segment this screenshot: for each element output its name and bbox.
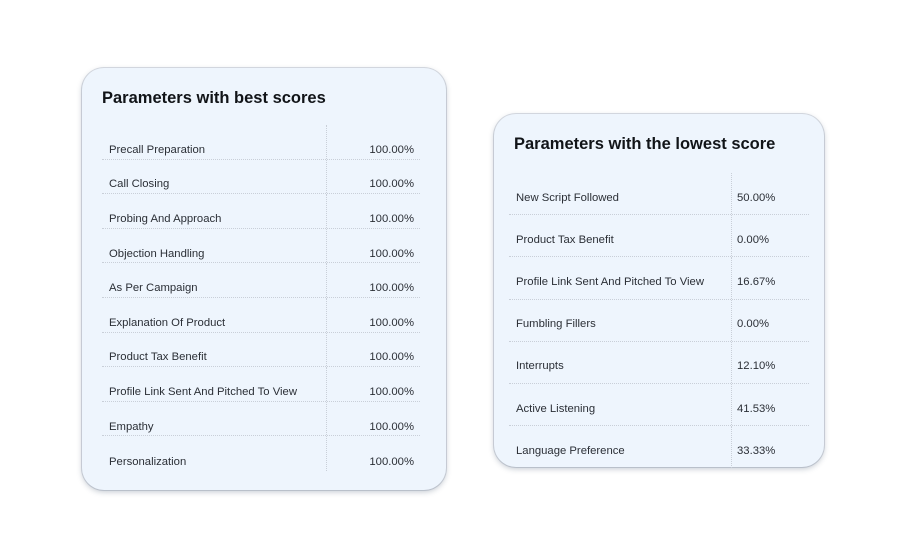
- lowest-scores-table: [509, 173, 809, 468]
- table-row: [509, 384, 809, 426]
- table-row: [102, 298, 420, 333]
- parameter-name: Personalization: [102, 436, 327, 471]
- parameter-score: 100.00%: [369, 455, 414, 468]
- lowest-scores-card: [494, 114, 824, 467]
- parameter-score: 100.00%: [369, 316, 414, 329]
- parameter-score: 12.10%: [737, 360, 776, 373]
- table-row: [102, 402, 420, 437]
- parameter-name: Interrupts: [509, 342, 732, 383]
- parameter-score: 16.67%: [737, 275, 776, 288]
- parameter-score: 100.00%: [369, 143, 414, 156]
- parameter-score: 100.00%: [369, 247, 414, 260]
- table-row: [509, 257, 809, 299]
- parameter-name: As Per Campaign: [102, 263, 327, 297]
- parameter-score: 100.00%: [369, 178, 414, 191]
- best-scores-table: [102, 125, 420, 471]
- parameter-name: Fumbling Fillers: [509, 300, 732, 341]
- table-row: [509, 300, 809, 342]
- table-row: [102, 333, 420, 368]
- table-row: [509, 426, 809, 468]
- parameter-name: Objection Handling: [102, 229, 327, 263]
- lowest-scores-title: Parameters with the lowest score: [514, 135, 776, 153]
- parameter-score: 50.00%: [737, 191, 776, 204]
- table-row: [509, 173, 809, 215]
- table-row: [509, 215, 809, 257]
- table-row: [102, 436, 420, 471]
- parameter-score: 100.00%: [369, 351, 414, 364]
- parameter-name: Probing And Approach: [102, 194, 327, 228]
- parameter-name: Product Tax Benefit: [102, 333, 327, 367]
- parameter-score: 33.33%: [737, 445, 776, 458]
- table-row: [102, 160, 420, 195]
- parameter-name: Language Preference: [509, 426, 732, 468]
- parameter-score: 0.00%: [737, 318, 770, 331]
- table-row: [102, 367, 420, 402]
- table-row: [102, 229, 420, 264]
- parameter-name: Empathy: [102, 402, 327, 436]
- parameter-name: Product Tax Benefit: [509, 215, 732, 256]
- parameter-score: 100.00%: [369, 212, 414, 225]
- parameter-score: 100.00%: [369, 420, 414, 433]
- best-scores-card: [82, 68, 446, 490]
- parameter-name: Profile Link Sent And Pitched To View: [509, 257, 732, 298]
- parameter-name: Profile Link Sent And Pitched To View: [102, 367, 327, 401]
- parameter-score: 100.00%: [369, 282, 414, 295]
- table-row: [102, 263, 420, 298]
- parameter-name: Active Listening: [509, 384, 732, 425]
- table-row: [509, 342, 809, 384]
- parameter-name: Precall Preparation: [102, 125, 327, 159]
- parameter-name: Call Closing: [102, 160, 327, 194]
- table-row: [102, 194, 420, 229]
- table-row: [102, 125, 420, 160]
- parameter-name: Explanation Of Product: [102, 298, 327, 332]
- parameter-score: 0.00%: [737, 233, 770, 246]
- parameter-score: 41.53%: [737, 402, 776, 415]
- best-scores-title: Parameters with best scores: [102, 89, 326, 107]
- parameter-score: 100.00%: [369, 385, 414, 398]
- parameter-name: New Script Followed: [509, 173, 732, 214]
